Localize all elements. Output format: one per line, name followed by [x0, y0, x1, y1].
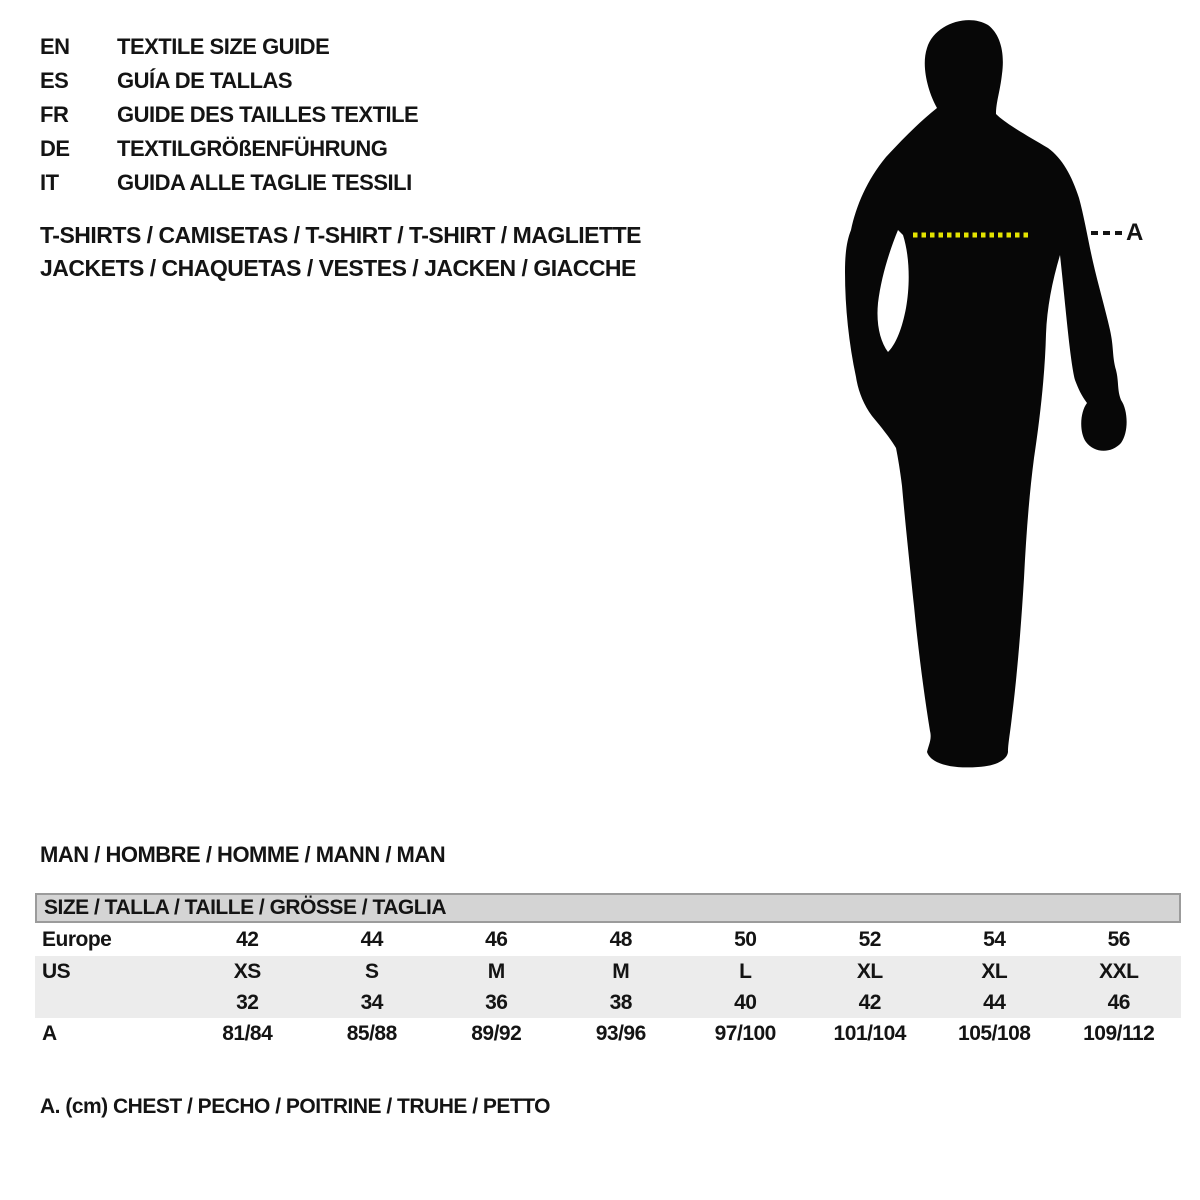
size-cell: 32: [236, 990, 259, 1014]
table-shaded-band: [35, 956, 1181, 1018]
lang-code: ES: [40, 68, 69, 93]
size-cell: 97/100: [714, 1022, 776, 1045]
size-cell: 40: [734, 990, 757, 1014]
lang-code: EN: [40, 34, 70, 59]
size-cell: 38: [609, 990, 632, 1014]
table-row-us: [35, 956, 1181, 987]
size-cell: 52: [858, 927, 881, 951]
lang-title: TEXTILGRÖßENFÜHRUNG: [117, 136, 388, 161]
row-label: Europe: [42, 927, 112, 951]
measurement-legend: A. (cm) CHEST / PECHO / POITRINE / TRUHE / PETTO: [40, 1095, 551, 1118]
table-row-chest-cm: [35, 1018, 1181, 1050]
category-line-jackets: JACKETS / CHAQUETAS / VESTES / JACKEN / GIACCHE: [40, 255, 636, 281]
size-cell: 101/104: [833, 1022, 906, 1045]
size-cell: XL: [981, 959, 1008, 983]
lang-code: IT: [40, 170, 59, 195]
row-label: US: [42, 959, 71, 983]
measure-label-a: A: [1126, 219, 1143, 246]
man-silhouette: [845, 20, 1127, 767]
size-cell: 109/112: [1083, 1022, 1155, 1045]
lang-title: GUÍA DE TALLAS: [117, 68, 293, 93]
row-label: A: [42, 1022, 57, 1045]
size-cell: 44: [360, 927, 383, 951]
size-cell: 81/84: [222, 1022, 273, 1045]
size-cell: 36: [485, 990, 508, 1014]
size-cell: 105/108: [958, 1022, 1031, 1045]
size-table-header: [35, 893, 1181, 923]
lang-code: FR: [40, 102, 69, 127]
size-cell: 54: [983, 927, 1006, 951]
size-cell: L: [739, 959, 752, 983]
size-cell: 46: [485, 927, 508, 951]
size-cell: XXL: [1099, 959, 1139, 983]
lang-title: TEXTILE SIZE GUIDE: [117, 34, 330, 59]
size-cell: 34: [360, 990, 383, 1014]
size-cell: XS: [233, 959, 261, 983]
size-cell: 42: [858, 990, 881, 1014]
size-table: [35, 893, 1181, 1050]
size-cell: 93/96: [595, 1022, 646, 1045]
size-cell: S: [364, 959, 379, 983]
size-cell: M: [612, 959, 630, 983]
size-cell: 56: [1107, 927, 1130, 951]
size-cell: 46: [1107, 990, 1130, 1014]
size-cell: 85/88: [346, 1022, 397, 1045]
size-cell: 89/92: [471, 1022, 522, 1045]
size-cell: 42: [236, 927, 259, 951]
size-cell: 50: [734, 927, 757, 951]
category-line-tshirts: T-SHIRTS / CAMISETAS / T-SHIRT / T-SHIRT / MAGLIETTE: [40, 222, 641, 248]
size-cell: XL: [856, 959, 883, 983]
size-table-header-text: SIZE / TALLA / TAILLE / GRÖSSE / TAGLIA: [44, 896, 447, 919]
table-row-europe: [35, 923, 1181, 956]
lang-code: DE: [40, 136, 70, 161]
size-cell: 44: [983, 990, 1006, 1014]
size-cell: M: [487, 959, 505, 983]
lang-title: GUIDA ALLE TAGLIE TESSILI: [117, 170, 412, 195]
section-title-man: MAN / HOMBRE / HOMME / MANN / MAN: [40, 842, 446, 867]
lang-title: GUIDE DES TAILLES TEXTILE: [117, 102, 419, 127]
size-cell: 48: [609, 927, 632, 951]
table-row-us-numeric: [35, 987, 1181, 1018]
